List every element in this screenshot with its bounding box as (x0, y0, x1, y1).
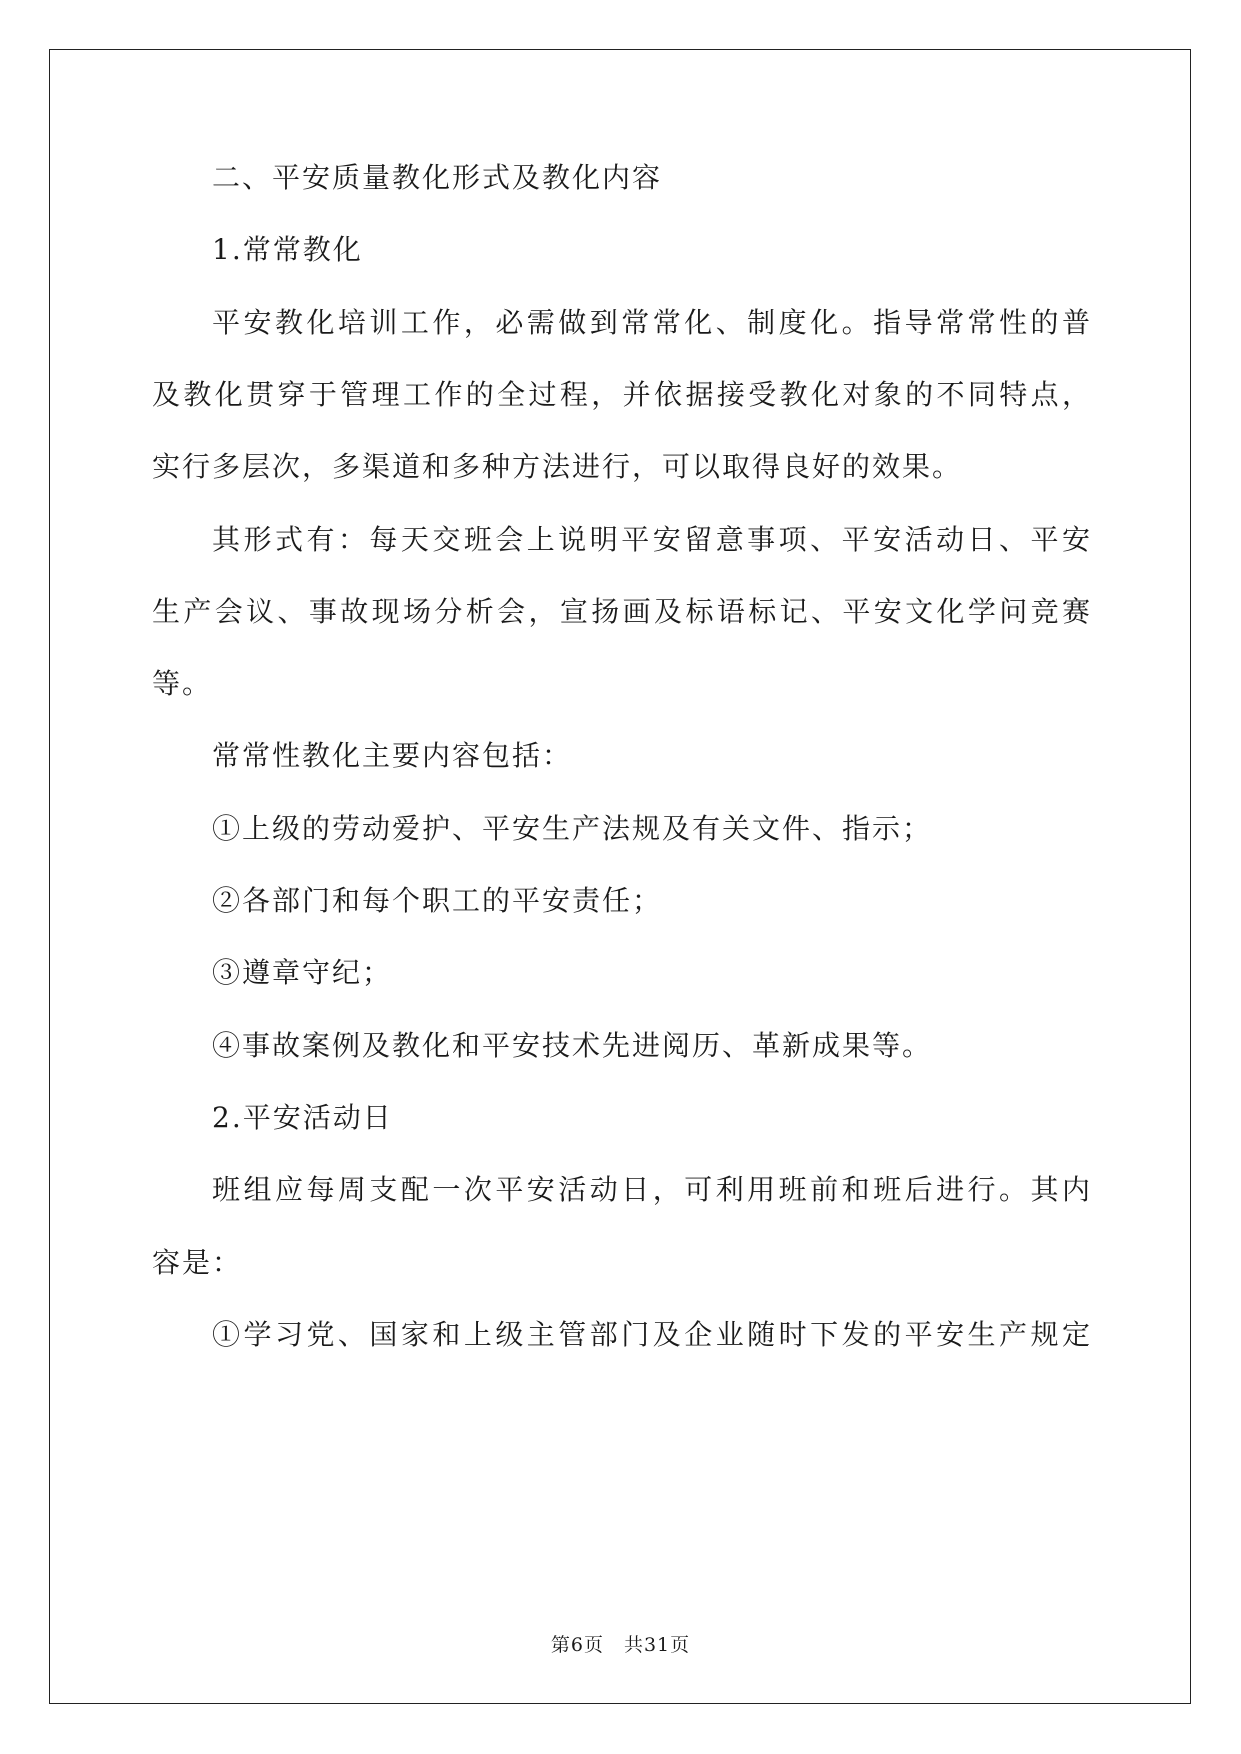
text-line: 平安教化培训工作，必需做到常常化、制度化。指导常常性的普 (212, 305, 1090, 339)
text-line: 二、平安质量教化形式及教化内容 (212, 161, 663, 194)
text-line: ①上级的劳动爱护、平安生产法规及有关文件、指示； (212, 811, 933, 845)
text-line: 其形式有：每天交班会上说明平安留意事项、平安活动日、平安 (212, 522, 1090, 556)
text-line: 班组应每周支配一次平安活动日，可利用班前和班后进行。其内 (212, 1173, 1090, 1207)
text-line: ③遵章守纪； (212, 956, 393, 990)
text-line: 1.常常教化 (212, 233, 363, 267)
text-line: 2.平安活动日 (212, 1100, 393, 1134)
page-total: 共31页 (623, 1634, 691, 1656)
text-line: 等。 (152, 667, 213, 701)
text-line: ②各部门和每个职工的平安责任； (212, 884, 663, 917)
text-line: 容是： (152, 1245, 243, 1279)
page-number: 第6页 (550, 1634, 604, 1656)
text-line: 实行多层次，多渠道和多种方法进行，可以取得良好的效果。 (152, 450, 963, 484)
page-footer (0, 1630, 1241, 1657)
text-line: 及教化贯穿于管理工作的全过程，并依据接受教化对象的不同特点， (152, 377, 1090, 411)
text-line: 常常性教化主要内容包括： (212, 739, 573, 773)
page-border (49, 49, 1191, 1704)
text-line: ①学习党、国家和上级主管部门及企业随时下发的平安生产规定 (212, 1317, 1090, 1351)
text-line: ④事故案例及教化和平安技术先进阅历、革新成果等。 (212, 1028, 933, 1062)
text-line: 生产会议、事故现场分析会，宣扬画及标语标记、平安文化学问竞赛 (152, 594, 1090, 628)
